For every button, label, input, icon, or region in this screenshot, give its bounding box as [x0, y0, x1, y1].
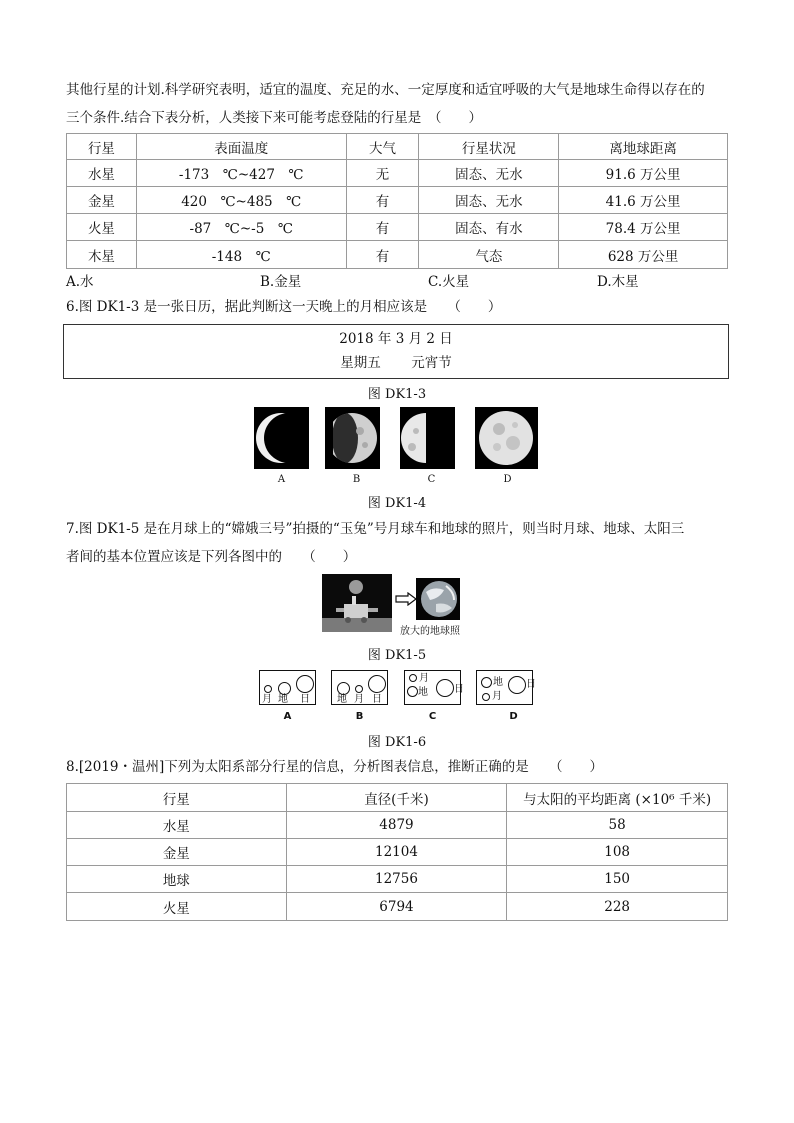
moon-circle	[264, 685, 272, 693]
moon-label-a: A	[277, 474, 286, 485]
table-cell: 108	[507, 839, 728, 866]
header-cell: 大气	[346, 134, 419, 160]
table-cell: 水星	[67, 812, 287, 839]
q5-line2: 三个条件.结合下表分析，人类接下来可能考虑登陆的行星是 （ ）	[66, 110, 483, 126]
diagram-label-c: C	[428, 711, 437, 722]
table-cell: 41.6 万公里	[559, 187, 728, 214]
header-cell: 与太阳的平均距离 (×10⁶ 千米)	[507, 784, 728, 812]
header-cell: 直径(千米)	[286, 784, 507, 812]
crescent-moon-icon	[254, 407, 309, 469]
calendar-box	[63, 324, 729, 379]
earth-label: 地	[493, 677, 503, 688]
full-moon-icon	[475, 407, 538, 469]
table-cell: 火星	[67, 214, 137, 241]
table-cell: 木星	[67, 241, 137, 269]
caption-dk1-5: 图 DK1-5	[367, 648, 427, 663]
table-cell: 58	[507, 812, 728, 839]
calendar-festival: 元宵节	[411, 355, 452, 371]
half-moon-icon	[400, 407, 455, 469]
table-row	[67, 893, 728, 921]
moon-phase-d[interactable]	[475, 407, 538, 469]
gibbous-moon-icon	[325, 407, 380, 469]
earth-circle	[407, 686, 418, 697]
moon-label: 月	[419, 673, 429, 684]
moon-circle	[409, 674, 417, 682]
solar-planet-table	[66, 783, 728, 921]
table-cell: 有	[346, 214, 419, 241]
q6-text: 6.图 DK1-3 是一张日历，据此判断这一天晚上的月相应该是 （ ）	[66, 299, 502, 315]
diagram-label-d: D	[509, 711, 518, 722]
table-cell: 固态、有水	[419, 214, 559, 241]
earth-photo	[416, 578, 460, 620]
table-cell: 地球	[67, 866, 287, 893]
option-d[interactable]: D.木星	[597, 274, 639, 290]
calendar-date: 2018 年 3 月 2 日	[339, 331, 453, 347]
table-row	[67, 160, 728, 187]
table-cell: 固态、无水	[419, 160, 559, 187]
caption-dk1-3: 图 DK1-3	[367, 387, 427, 402]
table-cell: 有	[346, 187, 419, 214]
moon-phase-c[interactable]	[400, 407, 455, 469]
calendar-weekday: 星期五	[340, 355, 381, 371]
diagram-c[interactable]	[404, 670, 464, 705]
q7-line1: 7.图 DK1-5 是在月球上的“嫦娥三号”拍摄的“玉兔”号月球车和地球的照片，则当时月球、地球、太阳三	[66, 521, 685, 537]
solar-table-header	[67, 784, 728, 812]
header-cell: 行星状况	[419, 134, 559, 160]
caption-dk1-6: 图 DK1-6	[367, 735, 427, 750]
table-cell: 金星	[67, 839, 287, 866]
table-cell: -173 ℃~427 ℃	[136, 160, 346, 187]
table-cell: 91.6 万公里	[559, 160, 728, 187]
table-row	[67, 241, 728, 269]
table-cell: 12104	[286, 839, 507, 866]
earth-circle	[481, 677, 492, 688]
moon-circle	[482, 693, 490, 701]
moon-circle	[355, 685, 363, 693]
table-row	[67, 839, 728, 866]
q7-text	[66, 515, 731, 571]
q5-text	[66, 76, 731, 132]
table-cell: 12756	[286, 866, 507, 893]
table-row	[67, 812, 728, 839]
table-cell: 固态、无水	[419, 187, 559, 214]
sun-circle	[436, 679, 454, 697]
earth-photo-label: 放大的地球照	[400, 626, 460, 637]
option-c[interactable]: C.火星	[428, 274, 470, 290]
table-cell: 4879	[286, 812, 507, 839]
moon-label-d: D	[503, 474, 512, 485]
table-cell: 420 ℃~485 ℃	[136, 187, 346, 214]
earth-label: 地	[337, 694, 347, 705]
table-cell: 6794	[286, 893, 507, 921]
arrow-right-icon	[395, 592, 417, 610]
sun-circle	[368, 675, 386, 693]
table-cell: 火星	[67, 893, 287, 921]
sun-label: 日	[526, 679, 536, 690]
header-cell: 表面温度	[136, 134, 346, 160]
moon-label-b: B	[352, 474, 361, 485]
earth-icon	[416, 578, 460, 620]
table-row	[67, 187, 728, 214]
caption-dk1-4: 图 DK1-4	[367, 496, 427, 511]
table-cell: 气态	[419, 241, 559, 269]
table-cell: 无	[346, 160, 419, 187]
moon-phase-b[interactable]	[325, 407, 380, 469]
diagram-label-a: A	[283, 711, 292, 722]
diagram-b[interactable]	[331, 670, 388, 705]
header-cell: 行星	[67, 784, 287, 812]
moon-label: 月	[354, 694, 364, 705]
sun-label: 日	[372, 694, 382, 705]
q5-line1: 其他行星的计划.科学研究表明，适宜的温度、充足的水、一定厚度和适宜呼吸的大气是地球生命得以存在的	[66, 82, 705, 98]
moon-label: 月	[492, 691, 502, 702]
table-row	[67, 866, 728, 893]
sun-label: 日	[454, 684, 464, 695]
calendar-day	[64, 351, 728, 375]
planet-table	[66, 133, 728, 269]
table-cell: 228	[507, 893, 728, 921]
table-row	[67, 214, 728, 241]
q8-text: 8.[2019・温州]下列为太阳系部分行星的信息，分析图表信息，推断正确的是 （ ）	[66, 759, 604, 775]
sun-label: 日	[300, 694, 310, 705]
rover-icon	[322, 574, 392, 632]
table-cell: -148 ℃	[136, 241, 346, 269]
table-cell: 水星	[67, 160, 137, 187]
moon-label-c: C	[427, 474, 436, 485]
table-cell: 78.4 万公里	[559, 214, 728, 241]
header-cell: 离地球距离	[559, 134, 728, 160]
sun-circle	[296, 675, 314, 693]
earth-label: 地	[418, 687, 428, 698]
table-cell: 628 万公里	[559, 241, 728, 269]
table-cell: -87 ℃~-5 ℃	[136, 214, 346, 241]
q7-line2: 者间的基本位置应该是下列各图中的 （ ）	[66, 549, 357, 565]
diagram-d[interactable]	[476, 670, 536, 705]
rover-photo	[322, 574, 392, 632]
diagram-a[interactable]	[259, 670, 316, 705]
header-cell: 行星	[67, 134, 137, 160]
option-b[interactable]: B.金星	[260, 274, 302, 290]
earth-label: 地	[278, 694, 288, 705]
diagram-label-b: B	[355, 711, 364, 722]
planet-table-header	[67, 134, 728, 160]
table-cell: 150	[507, 866, 728, 893]
table-cell: 金星	[67, 187, 137, 214]
moon-label: 月	[262, 694, 272, 705]
sun-circle	[508, 676, 526, 694]
option-a[interactable]: A.水	[66, 274, 94, 290]
moon-phase-a[interactable]	[254, 407, 309, 469]
table-cell: 有	[346, 241, 419, 269]
